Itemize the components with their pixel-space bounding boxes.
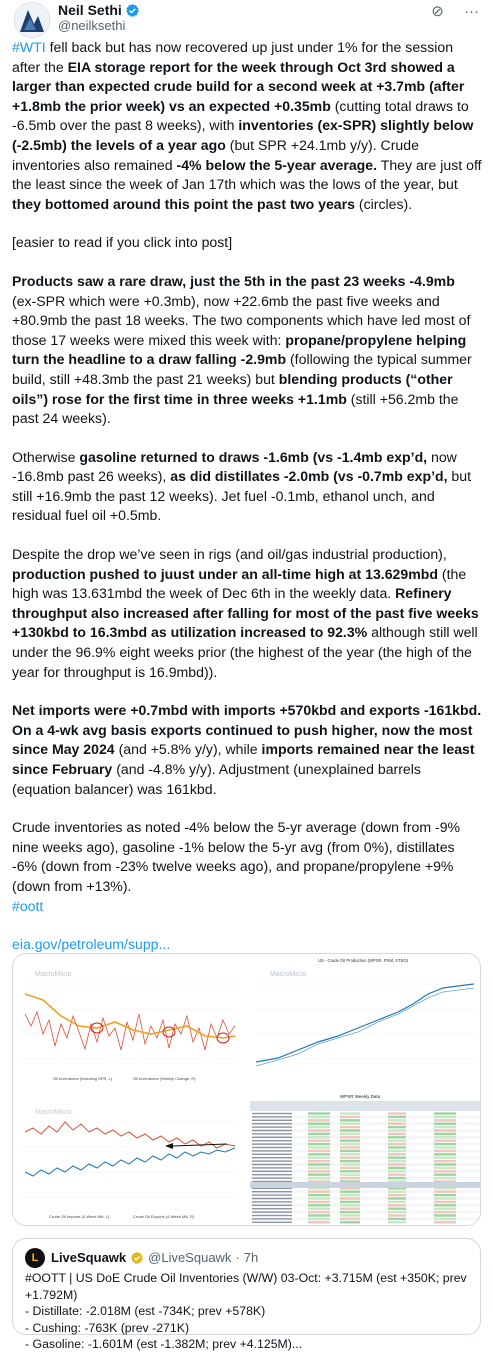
table-cell: [340, 1167, 360, 1169]
table-cell: [388, 1174, 406, 1176]
table-cell: [434, 1197, 456, 1199]
table-cell: [340, 1119, 360, 1121]
bold-run: they bottomed around this point the past two years: [12, 195, 355, 212]
bold-run: Refinery throughput also increased after falling for most of the past five weeks +130kbd to 16.3mbd as utilization increased to 92.3%: [12, 585, 479, 641]
table-cell: [434, 1211, 456, 1213]
table-cell: [340, 1160, 360, 1162]
table-cell: [388, 1129, 406, 1131]
table-label: [252, 1201, 292, 1202]
hashtag[interactable]: #WTI: [12, 39, 46, 55]
table-cell: [434, 1150, 456, 1152]
paragraph-production: [12, 545, 482, 682]
table-cell: [434, 1126, 456, 1128]
table-cell: [308, 1191, 330, 1193]
hashtag-oott[interactable]: #oott: [12, 897, 44, 914]
table-label: [252, 1198, 292, 1199]
bold-run: production pushed to juust under an all-time high at 13.629mbd: [12, 565, 438, 582]
table-cell: [388, 1133, 406, 1135]
table-cell: [340, 1204, 360, 1206]
table-cell: [434, 1123, 456, 1125]
table-cell: [340, 1116, 360, 1118]
quote-line-1: #OOTT | US DoE Crude Oil Inventories (W/W) 03-Oct: +3.715M (est +350K; prev +1.792M): [25, 1271, 467, 1302]
text-run: (ex-SPR which were +0.3mb), now +22.6mb the past five weeks and +80.9mb the past 18 weeks. The two components which have led most of those 17 weeks were mixed this week with:: [12, 292, 471, 348]
table-cell: [388, 1143, 406, 1145]
table-cell: [388, 1218, 406, 1220]
table-cell: [308, 1160, 330, 1162]
table-cell: [340, 1170, 360, 1172]
table-cell: [340, 1163, 360, 1165]
table-cell: [340, 1191, 360, 1193]
post-header: [12, 0, 481, 36]
grok-icon[interactable]: ⊘: [431, 3, 444, 20]
quote-time: 7h: [243, 1249, 259, 1265]
table-cell: [388, 1208, 406, 1210]
table-label: [252, 1167, 292, 1168]
table-cell: [434, 1140, 456, 1142]
table-label: [252, 1208, 292, 1209]
table-cell: [388, 1153, 406, 1155]
quote-author-name[interactable]: LiveSquawk: [51, 1249, 127, 1265]
table-cell: [340, 1174, 360, 1176]
legend-tl-2: Oil Inventories (Weekly Change, R): [133, 1076, 196, 1081]
text-run: Despite the drop we’ve seen in rigs (and oil/gas industrial production),: [12, 546, 447, 563]
table-cell: [388, 1194, 406, 1196]
text-run: now -16.8mb past 26 weeks),: [12, 448, 457, 485]
table-cell: [340, 1208, 360, 1210]
table-cell: [388, 1167, 406, 1169]
table-cell: [308, 1143, 330, 1145]
table-cell: [340, 1153, 360, 1155]
table-cell: [308, 1197, 330, 1199]
summary-text: [12, 819, 460, 894]
more-icon[interactable]: ···: [464, 3, 479, 20]
quote-author-handle: @LiveSquawk: [148, 1249, 232, 1265]
table-cell: [434, 1214, 456, 1216]
table-cell: [308, 1174, 330, 1176]
livesquawk-avatar[interactable]: L: [25, 1248, 45, 1268]
table-cell: [434, 1143, 456, 1145]
table-label: [252, 1157, 292, 1158]
table-cell: [308, 1221, 330, 1223]
table-cell: [434, 1167, 456, 1169]
text-run: (circles).: [354, 195, 413, 212]
paragraph-imports: [12, 701, 482, 799]
text-run: (and +5.8% y/y), while: [114, 741, 262, 758]
table-label: [252, 1205, 292, 1206]
table-cell: [308, 1129, 330, 1131]
table-cell: [340, 1221, 360, 1223]
table-cell: [388, 1112, 406, 1114]
table-cell: [308, 1194, 330, 1196]
table-cell: [340, 1129, 360, 1131]
table-cell: [388, 1157, 406, 1159]
text-run: fell back but has now recovered up just under 1% for the session after the: [12, 39, 454, 75]
paragraph-products: [12, 272, 482, 429]
text-run: (and -4.8% y/y). Adjustment (unexplained barrels (equation balancer) was 161kbd.: [12, 761, 421, 797]
table-cell: [308, 1133, 330, 1135]
table-label: [252, 1181, 292, 1182]
bold-run: blending products (“other oils”) rose for the first time in three weeks +1.1mb: [12, 370, 453, 407]
table-cell: [340, 1133, 360, 1135]
table-label: [252, 1211, 292, 1212]
table-cell: [340, 1194, 360, 1196]
media-grid[interactable]: [12, 953, 481, 1226]
table-cell: [340, 1136, 360, 1138]
eia-link[interactable]: eia.gov/petroleum/supp...: [12, 936, 171, 953]
table-label: [252, 1123, 292, 1124]
table-cell: [388, 1123, 406, 1125]
table-cell: [388, 1214, 406, 1216]
table-cell: [308, 1163, 330, 1165]
watermark-tl: MacroMicro: [35, 971, 72, 978]
table-cell: [388, 1170, 406, 1172]
paragraph-gasoline: [12, 448, 482, 526]
table-cell: [340, 1197, 360, 1199]
text-run: (the high was 13.631mbd the week of Dec 6th in the weekly data.: [12, 565, 467, 602]
table-cell: [434, 1133, 456, 1135]
table-label: [252, 1133, 292, 1134]
text-run: although still well under the 96.9% eight weeks prior (the highest of the year (the high of the year for throughput is 16.9mbd)).: [12, 624, 478, 680]
table-label: [252, 1164, 292, 1165]
table-cell: [308, 1140, 330, 1142]
table-label: [252, 1120, 292, 1121]
table-label: [252, 1150, 292, 1151]
table-cell: [434, 1201, 456, 1203]
paragraph-note: [12, 233, 482, 253]
table-cell: [340, 1143, 360, 1145]
table-cell: [308, 1170, 330, 1172]
legend-bl-2: Crude Oil Exports (4-Week MA, R): [133, 1214, 195, 1219]
table-label: [252, 1171, 292, 1172]
table-label: [252, 1147, 292, 1148]
table-cell: [340, 1201, 360, 1203]
table-cell: [434, 1136, 456, 1138]
bold-run: as did distillates -2.0mb (vs -0.7mb exp’d,: [170, 468, 448, 485]
table-label: [252, 1218, 292, 1219]
table-cell: [340, 1218, 360, 1220]
bold-run: Net imports were +0.7mbd with imports +570kbd and exports -161kbd. On a 4-wk avg basis exports continued to push higher, now the most since May 2024: [12, 702, 482, 758]
watermark-bl: MacroMicro: [35, 1109, 72, 1116]
table-label: [252, 1143, 292, 1144]
table-cell: [340, 1140, 360, 1142]
table-cell: [308, 1112, 330, 1114]
text-run: (cutting total draws to -6.5mb over the past 8 weeks), with: [12, 97, 469, 134]
table-cell: [434, 1174, 456, 1176]
post-text: [12, 38, 482, 955]
table-cell: [340, 1126, 360, 1128]
table-cell: [434, 1218, 456, 1220]
paragraph-wti: [12, 38, 482, 214]
table-cell: [434, 1129, 456, 1131]
quoted-post[interactable]: [12, 1238, 481, 1351]
table-cell: [340, 1214, 360, 1216]
table-cell: [434, 1157, 456, 1159]
table-label: [252, 1174, 292, 1175]
table-label: [252, 1194, 292, 1195]
table-cell: [434, 1116, 456, 1118]
verified-badge-icon: [125, 3, 140, 18]
table-label: [252, 1191, 292, 1192]
table-cell: [308, 1126, 330, 1128]
table-cell: [308, 1146, 330, 1148]
text-run: Otherwise: [12, 448, 80, 465]
table-cell: [308, 1150, 330, 1152]
table-cell: [340, 1211, 360, 1213]
table-cell: [308, 1204, 330, 1206]
chart-crude-production[interactable]: [248, 954, 481, 1089]
table-cell: [388, 1140, 406, 1142]
table-cell: [308, 1167, 330, 1169]
table-cell: [434, 1204, 456, 1206]
text-run: [easier to read if you click into post]: [12, 234, 233, 251]
table-label: [252, 1137, 292, 1138]
table-cell: [388, 1136, 406, 1138]
chart-oil-inventories[interactable]: [13, 954, 245, 1089]
table-cell: [340, 1146, 360, 1148]
table-cell: [308, 1153, 330, 1155]
table-cell: [388, 1160, 406, 1162]
table-cell: [388, 1177, 406, 1179]
table-cell: [308, 1116, 330, 1118]
table-cell: [388, 1116, 406, 1118]
text-run: (still +56.2mb the past 24 weeks).: [12, 390, 459, 427]
table-label: [252, 1113, 292, 1114]
table-wpsr-weekly[interactable]: [248, 1092, 481, 1226]
table-title: WPSR Weekly Data: [340, 1094, 381, 1099]
gold-verified-icon: [130, 1251, 144, 1265]
table-cell: [388, 1191, 406, 1193]
table-cell: [434, 1153, 456, 1155]
table-cell: [388, 1163, 406, 1165]
table-label: [252, 1177, 292, 1178]
table-cell: [308, 1208, 330, 1210]
bold-run: inventories (ex-SPR) slightly below (-2.5mb) the levels of a year ago: [12, 117, 474, 153]
table-cell: [340, 1112, 360, 1114]
table-cell: [434, 1160, 456, 1162]
table-cell: [434, 1163, 456, 1165]
table-cell: [434, 1208, 456, 1210]
table-cell: [388, 1126, 406, 1128]
table-cell: [388, 1221, 406, 1223]
text-run: but still +16.9mb the past 12 weeks). Jet fuel -0.1mb, ethanol unch, and residual fuel oil +0.5mb.: [12, 468, 472, 524]
text-run: Crude inventories as noted -4% below the 5-yr average (down from -9% nine weeks ago), gasoline -1% below the 5-yr avg (from 0%), distillates -6% (down from -23% twelve weeks ago), and propane/propylene +9% (down from +13%).: [12, 819, 461, 894]
table-cell: [434, 1221, 456, 1223]
author-avatar[interactable]: [14, 2, 50, 38]
table-cell: [308, 1157, 330, 1159]
legend-bl-1: Crude Oil Imports (4-Week MA, L): [49, 1214, 110, 1219]
table-cell: [308, 1214, 330, 1216]
bold-run: propane/propylene helping turn the headline to a draw falling -2.9mb: [12, 331, 467, 368]
table-cell: [308, 1119, 330, 1121]
table-cell: [434, 1146, 456, 1148]
table-cell: [434, 1191, 456, 1193]
table-label: [252, 1215, 292, 1216]
table-cell: [308, 1177, 330, 1179]
table-label: [252, 1126, 292, 1127]
bold-run: Products saw a rare draw, just the 5th in the past 23 weeks -4.9mb: [12, 272, 455, 289]
quote-dot: ·: [235, 1249, 240, 1265]
bold-run: EIA storage report for the week through Oct 3rd showed a larger than expected crude build for a second week at +3.7mb (after +1.8mb the prior week) vs an expected +0.35mb: [12, 58, 465, 114]
text-run: (following the typical summer build, still +48.3mb the past 21 weeks) but: [12, 351, 472, 387]
table-cell: [434, 1194, 456, 1196]
table-cell: [340, 1123, 360, 1125]
table-cell: [388, 1201, 406, 1203]
quote-line-2: - Distillate: -2.018M (est -734K; prev +578K): [25, 1304, 266, 1318]
legend-tl-1: Oil Inventories (Including SPR, L): [53, 1076, 113, 1081]
text-run: (but SPR +24.1mb y/y). Crude inventories also remained: [12, 136, 419, 173]
table-cell: [388, 1150, 406, 1152]
quote-line-3: - Cushing: -763K (prev -271K): [25, 1320, 190, 1335]
table-cell: [308, 1211, 330, 1213]
bold-run: imports remained near the least since February: [12, 741, 475, 777]
table-cell: [308, 1218, 330, 1220]
table-label: [252, 1116, 292, 1117]
table-label: [252, 1222, 292, 1223]
table-cell: [388, 1146, 406, 1148]
table-cell: [308, 1136, 330, 1138]
table-cell: [434, 1119, 456, 1121]
table-cell: [340, 1150, 360, 1152]
author-handle[interactable]: @neilksethi: [58, 18, 126, 33]
table-cell: [388, 1119, 406, 1121]
table-label: [252, 1160, 292, 1161]
table-cell: [340, 1177, 360, 1179]
quote-line-4: - Gasoline: -1.601M (est -1.382M; prev +4.125M)...: [25, 1337, 303, 1351]
table-cell: [388, 1197, 406, 1199]
chart-tr-title: US - Crude Oil Production (WPSR, PSM, STEO): [318, 958, 409, 963]
table-cell: [434, 1112, 456, 1114]
table-label: [252, 1154, 292, 1155]
table-cell: [308, 1201, 330, 1203]
watermark-tr: MacroMicro: [270, 971, 307, 978]
table-cell: [434, 1177, 456, 1179]
bold-run: gasoline returned to draws -1.6mb (vs -1.4mb exp’d,: [79, 448, 428, 465]
text-run: They are just off the least since the week of Jan 17th which was the lows of the year, but: [12, 156, 482, 193]
author-name[interactable]: Neil Sethi: [58, 2, 140, 18]
table-cell: [434, 1170, 456, 1172]
table-cell: [308, 1123, 330, 1125]
chart-imports-exports[interactable]: [13, 1092, 245, 1226]
paragraph-summary: [12, 818, 482, 916]
table-cell: [340, 1157, 360, 1159]
bold-run: -4% below the 5-year average.: [176, 156, 378, 173]
table-cell: [388, 1204, 406, 1206]
table-label: [252, 1140, 292, 1141]
table-label: [252, 1130, 292, 1131]
table-cell: [388, 1211, 406, 1213]
